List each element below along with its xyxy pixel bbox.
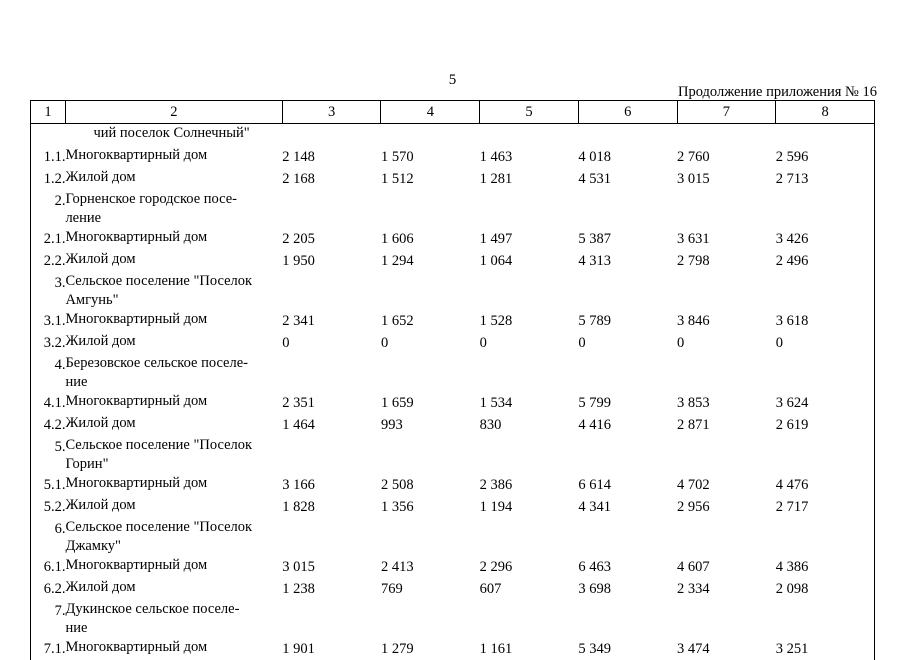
- cell-value: 2 871: [677, 414, 776, 436]
- row-label-line-1: Сельское поселение "Поселок: [65, 436, 282, 455]
- table-row: [31, 600, 875, 638]
- cell-value: 1 828: [282, 496, 381, 518]
- cell-value: 4 341: [578, 496, 677, 518]
- cell-value: [578, 600, 677, 638]
- table-row: [31, 190, 875, 228]
- cell-value: 1 463: [480, 146, 579, 168]
- cell-value: 3 015: [282, 556, 381, 578]
- cell-value: 2 596: [776, 146, 875, 168]
- cell-value: 4 607: [677, 556, 776, 578]
- row-number: 6.: [31, 518, 66, 556]
- cell-value: [480, 436, 579, 474]
- cell-value: 3 474: [677, 638, 776, 660]
- row-number: 4.: [31, 354, 66, 392]
- cell-value: 1 281: [480, 168, 579, 190]
- cell-value: [677, 190, 776, 228]
- row-label: [65, 124, 282, 147]
- row-label-line-1: Сельское поселение "Поселок: [65, 518, 282, 537]
- row-label-line-1: Жилой дом: [65, 578, 282, 597]
- cell-value: [381, 354, 480, 392]
- row-label: [65, 556, 282, 578]
- cell-value: 2 168: [282, 168, 381, 190]
- row-number: 2.2.: [31, 250, 66, 272]
- row-label-line-1: Многоквартирный дом: [65, 228, 282, 247]
- cell-value: [381, 600, 480, 638]
- row-label-line-1: Многоквартирный дом: [65, 310, 282, 329]
- cell-value: 1 064: [480, 250, 579, 272]
- cell-value: 2 296: [480, 556, 579, 578]
- row-label: [65, 578, 282, 600]
- cell-value: 2 717: [776, 496, 875, 518]
- cell-value: 993: [381, 414, 480, 436]
- cell-value: [677, 354, 776, 392]
- continuation-label: Продолжение приложения № 16: [678, 84, 877, 101]
- cell-value: [578, 518, 677, 556]
- row-number: 1.1.: [31, 146, 66, 168]
- row-number: 5.: [31, 436, 66, 474]
- row-label: [65, 354, 282, 392]
- cell-value: [776, 124, 875, 147]
- row-label-line-1: Жилой дом: [65, 168, 282, 187]
- cell-value: [282, 518, 381, 556]
- cell-value: 2 508: [381, 474, 480, 496]
- cell-value: [776, 272, 875, 310]
- cell-value: 1 659: [381, 392, 480, 414]
- row-number: 1.2.: [31, 168, 66, 190]
- cell-value: 3 631: [677, 228, 776, 250]
- cell-value: [480, 272, 579, 310]
- cell-value: 2 098: [776, 578, 875, 600]
- cell-value: 3 426: [776, 228, 875, 250]
- cell-value: [578, 190, 677, 228]
- cell-value: 2 148: [282, 146, 381, 168]
- row-label-line-1: чий поселок Солнечный": [65, 124, 282, 143]
- cell-value: 0: [381, 332, 480, 354]
- row-number: 7.1.: [31, 638, 66, 660]
- cell-value: [578, 124, 677, 147]
- cell-value: 3 251: [776, 638, 875, 660]
- row-label: [65, 146, 282, 168]
- cell-value: 1 652: [381, 310, 480, 332]
- cell-value: 1 238: [282, 578, 381, 600]
- cell-value: 830: [480, 414, 579, 436]
- cell-value: 6 614: [578, 474, 677, 496]
- cell-value: 1 950: [282, 250, 381, 272]
- cell-value: 1 497: [480, 228, 579, 250]
- row-label-line-1: Жилой дом: [65, 250, 282, 269]
- cell-value: [381, 272, 480, 310]
- column-header-5: 5: [480, 101, 579, 124]
- row-number: 5.1.: [31, 474, 66, 496]
- row-label-line-1: Сельское поселение "Поселок: [65, 272, 282, 291]
- cell-value: 4 531: [578, 168, 677, 190]
- row-label-line-2: Джамку": [65, 537, 282, 556]
- cell-value: 1 194: [480, 496, 579, 518]
- cell-value: [677, 124, 776, 147]
- row-label: [65, 600, 282, 638]
- table-header: [31, 101, 875, 124]
- table-row: [31, 272, 875, 310]
- row-label: [65, 168, 282, 190]
- table-row: [31, 146, 875, 168]
- table-row: [31, 556, 875, 578]
- cell-value: [578, 272, 677, 310]
- cell-value: 3 846: [677, 310, 776, 332]
- cell-value: 6 463: [578, 556, 677, 578]
- cell-value: [282, 124, 381, 147]
- row-label: [65, 228, 282, 250]
- row-number: 2.1.: [31, 228, 66, 250]
- table-row: [31, 168, 875, 190]
- table-row: [31, 436, 875, 474]
- table-body: [31, 124, 875, 660]
- row-label-line-1: Многоквартирный дом: [65, 474, 282, 493]
- cell-value: 1 534: [480, 392, 579, 414]
- cell-value: [776, 518, 875, 556]
- cell-value: 5 387: [578, 228, 677, 250]
- cell-value: [282, 190, 381, 228]
- cell-value: 1 464: [282, 414, 381, 436]
- cell-value: [677, 272, 776, 310]
- table-row: [31, 310, 875, 332]
- table-row: [31, 474, 875, 496]
- cell-value: 2 334: [677, 578, 776, 600]
- row-label: [65, 392, 282, 414]
- cell-value: 4 018: [578, 146, 677, 168]
- cell-value: 1 161: [480, 638, 579, 660]
- row-label-line-1: Многоквартирный дом: [65, 556, 282, 575]
- cell-value: [677, 436, 776, 474]
- cell-value: 607: [480, 578, 579, 600]
- row-label-line-1: Жилой дом: [65, 414, 282, 433]
- row-number: 4.2.: [31, 414, 66, 436]
- cell-value: 2 413: [381, 556, 480, 578]
- row-number: 4.1.: [31, 392, 66, 414]
- cell-value: [776, 190, 875, 228]
- cell-value: 1 528: [480, 310, 579, 332]
- table-row: [31, 638, 875, 660]
- row-number: 3.1.: [31, 310, 66, 332]
- row-label-line-2: ление: [65, 209, 282, 228]
- row-number: 6.1.: [31, 556, 66, 578]
- cell-value: 1 901: [282, 638, 381, 660]
- row-label: [65, 332, 282, 354]
- cell-value: 2 619: [776, 414, 875, 436]
- table-row: [31, 250, 875, 272]
- row-label: [65, 474, 282, 496]
- row-number: 7.: [31, 600, 66, 638]
- table-row: [31, 518, 875, 556]
- cell-value: 5 349: [578, 638, 677, 660]
- cell-value: 769: [381, 578, 480, 600]
- column-header-7: 7: [677, 101, 776, 124]
- cell-value: [282, 354, 381, 392]
- table-row: [31, 124, 875, 147]
- cell-value: 4 702: [677, 474, 776, 496]
- row-label-line-1: Дукинское сельское поселе-: [65, 600, 282, 619]
- cell-value: 2 205: [282, 228, 381, 250]
- cell-value: 2 496: [776, 250, 875, 272]
- cell-value: [578, 436, 677, 474]
- cell-value: [381, 190, 480, 228]
- cell-value: 3 853: [677, 392, 776, 414]
- row-label: [65, 638, 282, 660]
- row-label-line-2: Горин": [65, 455, 282, 474]
- cell-value: 0: [776, 332, 875, 354]
- cell-value: [776, 600, 875, 638]
- row-label: [65, 272, 282, 310]
- cell-value: 5 799: [578, 392, 677, 414]
- cell-value: 1 512: [381, 168, 480, 190]
- cell-value: [282, 600, 381, 638]
- column-header-6: 6: [578, 101, 677, 124]
- cell-value: 1 606: [381, 228, 480, 250]
- row-number: 5.2.: [31, 496, 66, 518]
- table-row: [31, 392, 875, 414]
- row-number: [31, 124, 66, 147]
- row-label-line-1: Жилой дом: [65, 496, 282, 515]
- cell-value: 2 713: [776, 168, 875, 190]
- cell-value: 2 351: [282, 392, 381, 414]
- table-row: [31, 354, 875, 392]
- page-number: 5: [0, 72, 905, 89]
- cell-value: [282, 272, 381, 310]
- cell-value: [776, 354, 875, 392]
- cell-value: 2 760: [677, 146, 776, 168]
- cell-value: 5 789: [578, 310, 677, 332]
- row-label: [65, 310, 282, 332]
- cell-value: 3 166: [282, 474, 381, 496]
- row-label-line-1: Многоквартирный дом: [65, 638, 282, 657]
- row-label: [65, 518, 282, 556]
- table-row: [31, 496, 875, 518]
- row-label-line-2: ние: [65, 373, 282, 392]
- cell-value: 1 294: [381, 250, 480, 272]
- cell-value: 3 015: [677, 168, 776, 190]
- row-number: 3.2.: [31, 332, 66, 354]
- cell-value: 1 356: [381, 496, 480, 518]
- cell-value: 4 386: [776, 556, 875, 578]
- column-header-3: 3: [282, 101, 381, 124]
- cell-value: 4 416: [578, 414, 677, 436]
- table-row: [31, 578, 875, 600]
- column-header-4: 4: [381, 101, 480, 124]
- column-header-2: 2: [65, 101, 282, 124]
- row-label-line-1: Горненское городское посе-: [65, 190, 282, 209]
- cell-value: [480, 124, 579, 147]
- cell-value: 0: [677, 332, 776, 354]
- cell-value: 3 624: [776, 392, 875, 414]
- row-label-line-1: Жилой дом: [65, 332, 282, 351]
- cell-value: [677, 518, 776, 556]
- cell-value: [282, 436, 381, 474]
- row-label: [65, 436, 282, 474]
- cell-value: 3 618: [776, 310, 875, 332]
- row-label-line-2: Амгунь": [65, 291, 282, 310]
- row-label: [65, 250, 282, 272]
- table-row: [31, 332, 875, 354]
- row-label-line-1: Березовское сельское поселе-: [65, 354, 282, 373]
- cell-value: 4 476: [776, 474, 875, 496]
- table-row: [31, 228, 875, 250]
- cell-value: 0: [282, 332, 381, 354]
- row-number: 6.2.: [31, 578, 66, 600]
- cell-value: [776, 436, 875, 474]
- cell-value: 1 570: [381, 146, 480, 168]
- cell-value: [578, 354, 677, 392]
- cell-value: 0: [578, 332, 677, 354]
- row-label-line-1: Многоквартирный дом: [65, 146, 282, 165]
- cell-value: [480, 518, 579, 556]
- cell-value: 2 956: [677, 496, 776, 518]
- cell-value: [381, 124, 480, 147]
- row-label: [65, 414, 282, 436]
- table-header-row: [31, 101, 875, 124]
- cell-value: 0: [480, 332, 579, 354]
- cell-value: [381, 518, 480, 556]
- cell-value: [381, 436, 480, 474]
- cell-value: 2 386: [480, 474, 579, 496]
- cell-value: 2 341: [282, 310, 381, 332]
- cell-value: 2 798: [677, 250, 776, 272]
- row-label: [65, 190, 282, 228]
- cell-value: [480, 190, 579, 228]
- cell-value: 1 279: [381, 638, 480, 660]
- column-header-1: 1: [31, 101, 66, 124]
- data-table: [30, 100, 875, 660]
- cell-value: 4 313: [578, 250, 677, 272]
- cell-value: [480, 600, 579, 638]
- row-number: 3.: [31, 272, 66, 310]
- row-label: [65, 496, 282, 518]
- row-label-line-1: Многоквартирный дом: [65, 392, 282, 411]
- cell-value: [677, 600, 776, 638]
- table-row: [31, 414, 875, 436]
- cell-value: [480, 354, 579, 392]
- cell-value: 3 698: [578, 578, 677, 600]
- row-number: 2.: [31, 190, 66, 228]
- column-header-8: 8: [776, 101, 875, 124]
- row-label-line-2: ние: [65, 619, 282, 638]
